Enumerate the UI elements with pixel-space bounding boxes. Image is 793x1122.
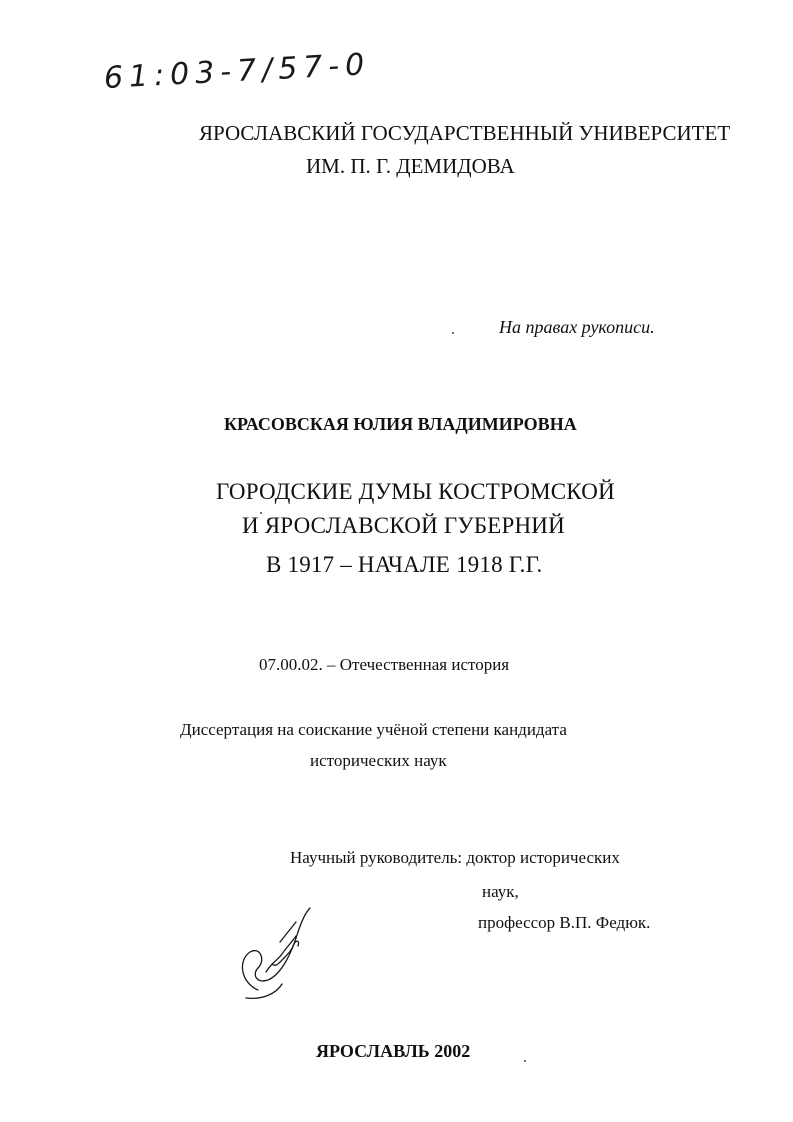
scan-speck [524,1060,526,1062]
manuscript-rights-note: На правах рукописи. [499,317,655,337]
university-name-line1: ЯРОСЛАВСКИЙ ГОСУДАРСТВЕННЫЙ УНИВЕРСИТЕТ [199,121,731,145]
degree-statement-line1: Диссертация на соискание учёной степени кандидата [180,720,567,739]
dissertation-title-line1: ГОРОДСКИЕ ДУМЫ КОСТРОМСКОЙ [216,479,615,504]
city-and-year: ЯРОСЛАВЛЬ 2002 [316,1041,471,1061]
author-signature [236,902,316,1002]
degree-statement-line2: исторических наук [310,751,447,770]
handwritten-archive-code: 61:03-7/57-0 [103,47,372,96]
supervisor-line3: профессор В.П. Федюк. [478,913,651,932]
specialty-code: 07.00.02. – Отечественная история [259,655,510,674]
dissertation-title-line2: И ЯРОСЛАВСКОЙ ГУБЕРНИЙ [242,513,565,538]
university-name-line2: ИМ. П. Г. ДЕМИДОВА [306,154,515,178]
scan-speck [452,332,454,334]
dissertation-title-line3: В 1917 – НАЧАЛЕ 1918 Г.Г. [266,552,543,577]
supervisor-line2: наук, [482,882,519,901]
author-name: КРАСОВСКАЯ ЮЛИЯ ВЛАДИМИРОВНА [224,414,577,434]
supervisor-line1: Научный руководитель: доктор исторических [290,848,620,867]
